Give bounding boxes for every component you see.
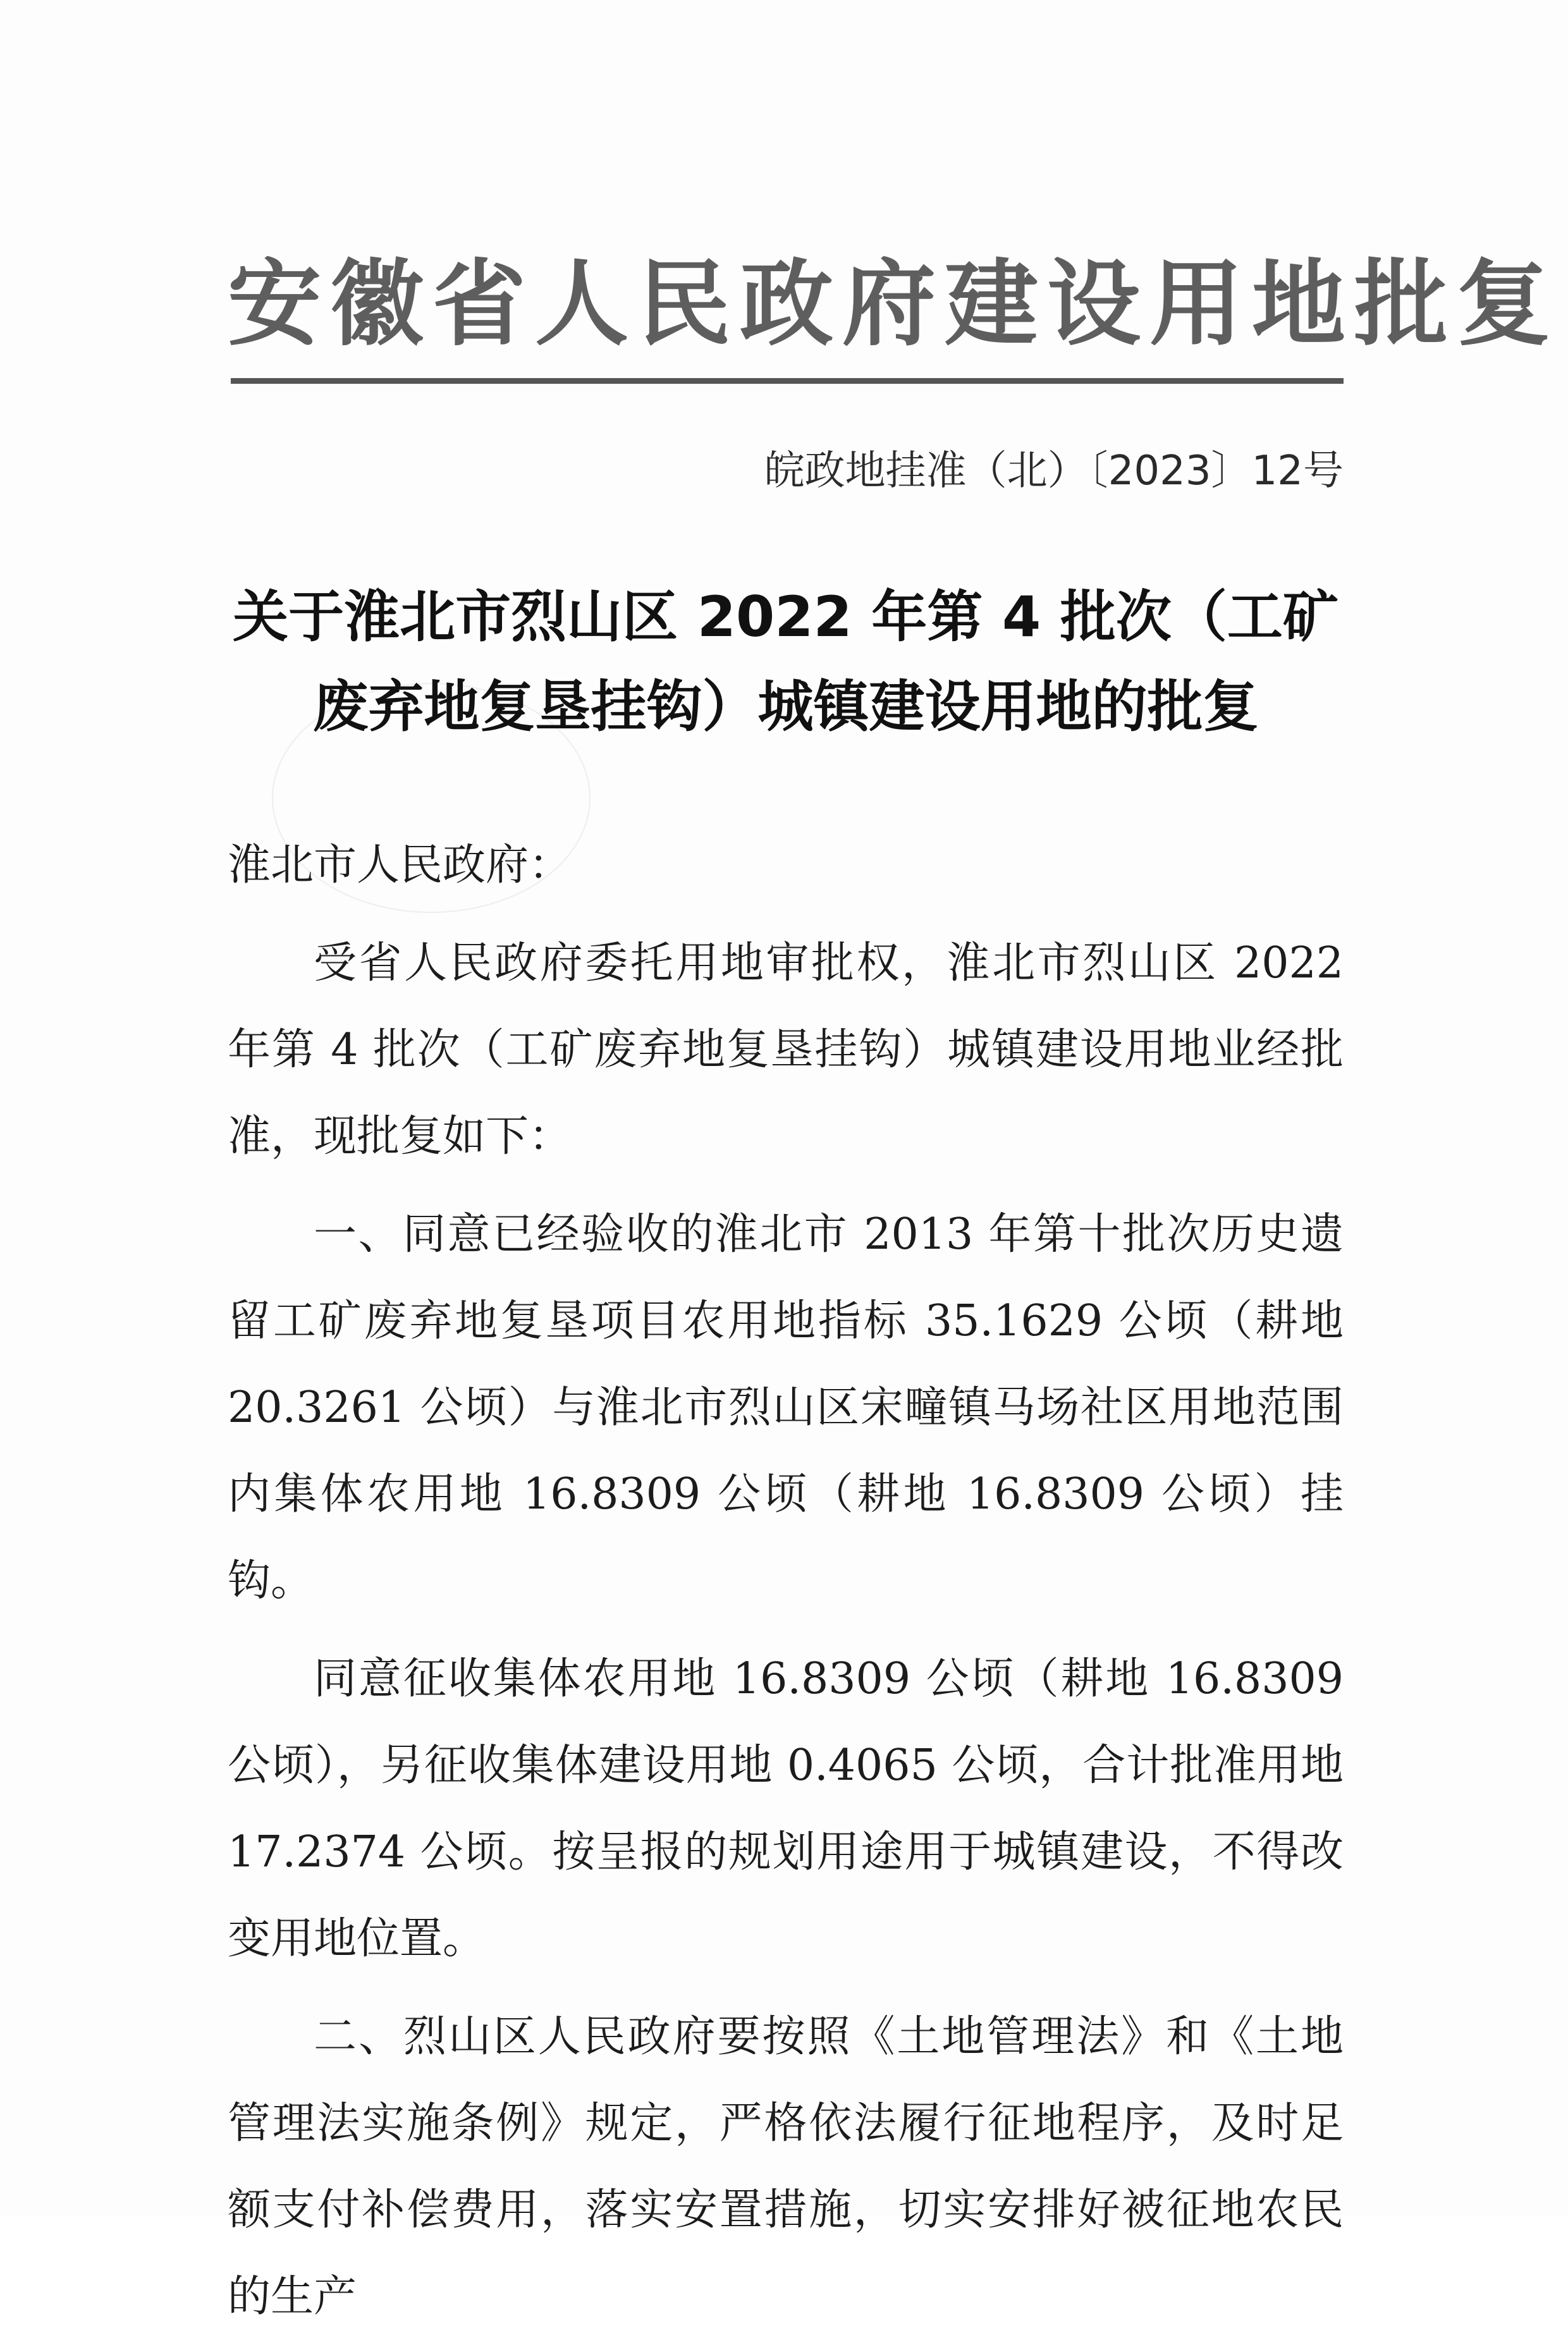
document-number: 皖政地挂准（北）〔2023〕12号 — [764, 448, 1344, 494]
paragraph-item-2: 二、烈山区人民政府要按照《土地管理法》和《土地管理法实施条例》规定，严格依法履行征地程序，及时足额支付补偿费用，落实安置措施，切实安排好被征地农民的生产 — [228, 2012, 1344, 2322]
title-line-2: 废弃地复垦挂钩）城镇建设用地的批复 — [312, 674, 1259, 739]
paragraph-item-1: 一、同意已经验收的淮北市 2013 年第十批次历史遗留工矿废弃地复垦项目农用地指标 35.1629 公顷（耕地 20.3261 公顷）与淮北市烈山区宋疃镇马场社区用地范围内集体农用地 16.8309 公顷（耕地 16.8309 公顷）挂钩。 — [228, 1210, 1344, 1606]
document-title — [228, 572, 1344, 752]
header-divider — [231, 378, 1344, 384]
issuer-header: 安徽省人民政府建设用地批复 — [228, 248, 1559, 358]
salutation: 淮北市人民政府： — [228, 840, 572, 890]
paragraph-intro: 受省人民政府委托用地审批权，淮北市烈山区 2022 年第 4 批次（工矿废弃地复垦挂钩）城镇建设用地业经批准，现批复如下： — [228, 938, 1344, 1161]
paragraph-expropriation: 同意征收集体农用地 16.8309 公顷（耕地 16.8309 公顷），另征收集体建设用地 0.4065 公顷，合计批准用地 17.2374 公顷。按呈报的规划用途用于城镇建设，不得改变用地位置。 — [228, 1654, 1344, 1964]
title-line-1: 关于淮北市烈山区 2022 年第 4 批次（工矿 — [233, 584, 1338, 649]
document-body — [228, 822, 1344, 2340]
